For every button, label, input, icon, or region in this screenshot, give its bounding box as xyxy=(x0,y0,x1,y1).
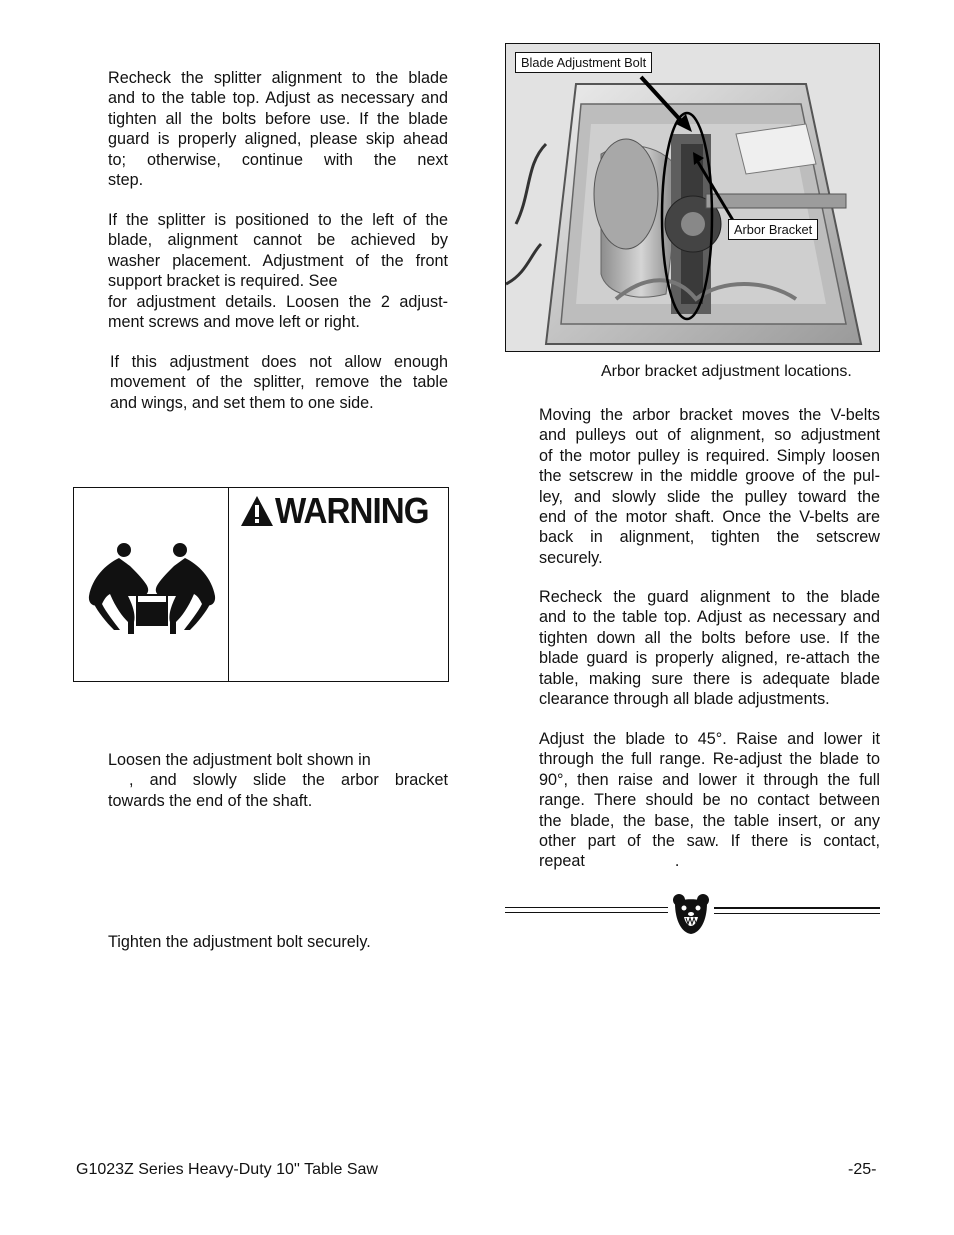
text-line: movement of the splitter, remove the table xyxy=(110,373,448,392)
divider-left xyxy=(505,907,668,913)
warning-header xyxy=(239,492,442,530)
text-fragment: repeat xyxy=(539,852,585,871)
text-line: Adjust the blade to 45°. Raise and lower it xyxy=(539,730,880,748)
splitter-left-paragraph xyxy=(108,210,448,332)
text-line: blade, alignment cannot be achieved by xyxy=(108,231,448,250)
text-line: and wings, and set them to one side. xyxy=(110,393,374,412)
text-line: table, making sure there is adequate blade xyxy=(539,669,880,688)
text-line: Recheck the guard alignment to the blade xyxy=(539,588,880,606)
text-line: clearance through all blade adjustments. xyxy=(539,690,830,709)
text-line: and pulleys out of alignment, so adjustment xyxy=(539,426,880,445)
text-line: tighten all the bolts before use. If the blade xyxy=(108,109,448,128)
text-line: blade guard is properly aligned, re-attach the xyxy=(539,649,880,668)
text-line: Recheck the splitter alignment to the blade xyxy=(108,69,448,87)
text-line: support bracket is required. See xyxy=(108,272,338,291)
text-line: other part of the saw. If there is contact, xyxy=(539,832,880,851)
text-line: range. There should be no contact between xyxy=(539,791,880,810)
warning-label: WARNING xyxy=(275,490,429,531)
text-fragment: ; otherwise, continue with the next xyxy=(121,150,448,169)
text-line: end of the motor shaft. Once the V-belts are xyxy=(539,508,880,527)
text-line xyxy=(108,770,448,790)
text-line: the setscrew in the middle groove of the pul- xyxy=(539,467,880,486)
text-fragment: . xyxy=(674,852,680,871)
two-person-lift-icon xyxy=(84,538,220,638)
text-line: towards the end of the shaft. xyxy=(108,791,313,810)
text-line xyxy=(539,851,880,871)
text-line: washer placement. Adjustment of the front xyxy=(108,251,448,270)
text-line: 90°, then raise and lower it through the full xyxy=(539,770,880,789)
page-number: -25- xyxy=(848,1161,877,1178)
text-line: of the motor pulley is required. Simply loosen xyxy=(539,446,880,465)
warning-box xyxy=(73,487,449,682)
text-line: securely. xyxy=(539,548,603,567)
motor-pulley-paragraph xyxy=(539,405,880,568)
text-line: If this adjustment does not allow enough xyxy=(110,353,448,371)
text-line: Loosen the adjustment bolt shown in xyxy=(108,751,371,769)
text-line: and to the table top. Adjust as necessary and xyxy=(108,89,448,108)
blade-adjustment-bolt-callout: Blade Adjustment Bolt xyxy=(515,52,652,73)
divider-right xyxy=(714,907,880,914)
text-line: Tighten the adjustment bolt securely. xyxy=(108,933,371,951)
text-line: Moving the arbor bracket moves the V-belts xyxy=(539,406,880,424)
figure-caption: Arbor bracket adjustment locations. xyxy=(601,363,852,380)
tighten-bolt-paragraph xyxy=(108,932,448,952)
text-line: back in alignment, tighten the setscrew xyxy=(539,528,880,547)
text-fragment: to xyxy=(108,150,122,169)
table-removal-paragraph xyxy=(110,352,448,413)
warning-triangle-icon xyxy=(239,494,275,528)
loosen-bolt-paragraph xyxy=(108,750,448,811)
arbor-bracket-callout: Arbor Bracket xyxy=(728,219,818,240)
guard-recheck-paragraph xyxy=(539,587,880,709)
text-line: and to the table top. Adjust as necessary and xyxy=(539,608,880,627)
text-line: the blade, the base, the table insert, or any xyxy=(539,811,880,830)
text-line: tighten down all the bolts before use. If the xyxy=(539,628,880,647)
text-line: ment screws and move left or right. xyxy=(108,313,360,332)
text-line: If the splitter is positioned to the left of the xyxy=(108,211,448,229)
arbor-bracket-photo xyxy=(505,43,880,352)
blade-45-paragraph xyxy=(539,729,880,872)
text-line: ley, and slowly slide the pulley toward the xyxy=(539,487,880,506)
text-line xyxy=(108,150,448,170)
bear-logo-icon xyxy=(672,893,710,935)
text-line: through the full range. Re-adjust the blade to xyxy=(539,750,880,769)
text-line: for adjustment details. Loosen the 2 adjust- xyxy=(108,292,448,311)
text-line: guard is properly aligned, please skip ahead xyxy=(108,130,448,149)
splitter-recheck-paragraph xyxy=(108,68,448,190)
text-fragment: , and slowly slide the arbor bracket xyxy=(129,771,448,790)
text-line: step. xyxy=(108,171,144,190)
footer-title: G1023Z Series Heavy-Duty 10'' Table Saw xyxy=(76,1161,378,1178)
warning-divider xyxy=(228,488,229,681)
